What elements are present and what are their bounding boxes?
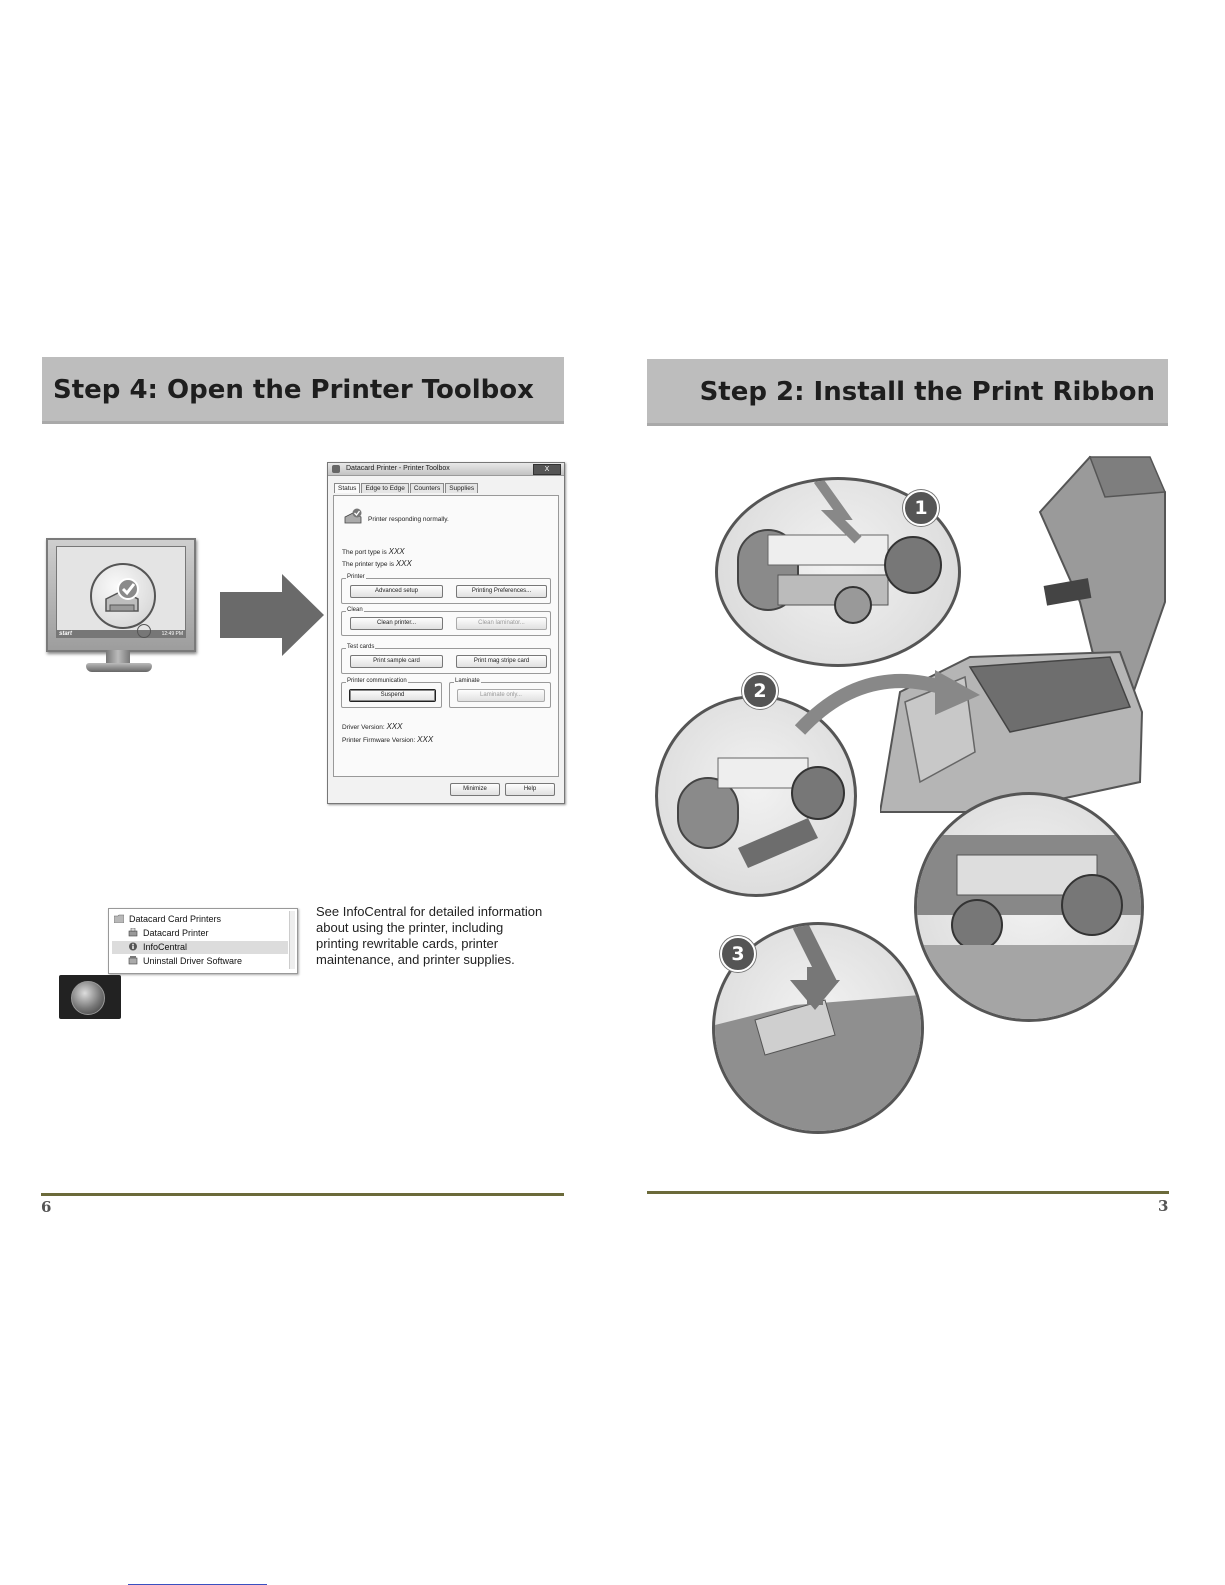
monitor-base	[86, 663, 152, 672]
print-sample-card-button[interactable]: Print sample card	[350, 655, 443, 668]
right-footer-rule	[647, 1191, 1169, 1194]
windows-start-orb[interactable]	[59, 975, 121, 1019]
taskbar	[57, 630, 185, 637]
clean-printer-button[interactable]: Clean printer...	[350, 617, 443, 630]
print-mag-stripe-card-button[interactable]: Print mag stripe card	[456, 655, 547, 668]
step-1-badge: 1	[903, 490, 939, 526]
firmware-version-value: XXX	[417, 735, 434, 744]
printer-icon	[128, 928, 138, 937]
start-menu-item-datacard-printer[interactable]: Datacard Printer	[143, 928, 209, 938]
printer-type-line	[342, 559, 412, 568]
start-menu-item-uninstall[interactable]: Uninstall Driver Software	[143, 956, 243, 966]
left-page-number: 6	[41, 1198, 52, 1216]
start-label: start	[59, 631, 73, 637]
monitor-neck	[106, 650, 130, 664]
driver-version-label: Driver Version:	[342, 724, 385, 731]
status-message: Printer responding normally.	[368, 516, 449, 523]
advanced-setup-button[interactable]: Advanced setup	[350, 585, 443, 598]
suspend-button[interactable]: Suspend	[349, 689, 436, 702]
status-panel	[333, 495, 559, 777]
left-heading-banner	[42, 357, 564, 424]
uninstall-icon	[128, 956, 138, 965]
taskbar-clock: 12:49 PM	[161, 631, 183, 637]
start-menu-panel	[108, 908, 298, 974]
port-type-label: The port type is	[342, 549, 387, 556]
clean-group	[341, 607, 551, 636]
tray-callout-circle	[137, 624, 151, 638]
printer-communication-legend: Printer communication	[347, 678, 407, 684]
left-page-heading: Step 4: Open the Printer Toolbox	[53, 375, 534, 405]
printer-group-legend: Printer	[347, 574, 365, 580]
port-type-line	[342, 547, 405, 556]
minimize-button[interactable]: Minimize	[450, 783, 500, 796]
tab-status[interactable]: Status	[334, 483, 360, 493]
left-footer-rule	[41, 1193, 564, 1196]
infocentral-description: See InfoCentral for detailed information about using the printer, including printing rewritable cards, printer maintenance, and printer supplies.	[316, 904, 543, 967]
printer-toolbox-window	[327, 462, 565, 804]
driver-version-value: XXX	[386, 722, 403, 731]
firmware-version-label: Printer Firmware Version:	[342, 737, 416, 744]
close-button[interactable]: X	[533, 464, 561, 475]
window-title: Datacard Printer - Printer Toolbox	[346, 465, 450, 472]
folder-icon	[114, 914, 124, 923]
printer-type-value: XXX	[395, 559, 412, 568]
menu-scrollbar[interactable]	[289, 911, 295, 969]
laminate-group	[449, 678, 551, 708]
laminate-legend: Laminate	[455, 678, 480, 684]
tab-edge-to-edge[interactable]: Edge to Edge	[361, 483, 408, 493]
printing-preferences-button[interactable]: Printing Preferences...	[456, 585, 547, 598]
tab-bar	[334, 483, 479, 493]
laminate-only-button[interactable]: Laminate only...	[457, 689, 545, 702]
tab-counters[interactable]: Counters	[410, 483, 444, 493]
firmware-version-line	[342, 735, 433, 744]
curved-arrow-icon	[795, 655, 980, 735]
step-3-badge: 3	[720, 936, 756, 972]
port-type-value: XXX	[388, 547, 405, 556]
clean-laminator-button[interactable]: Clean laminator...	[456, 617, 547, 630]
printer-ok-icon	[344, 508, 364, 524]
highlight-bar	[112, 941, 288, 954]
printer-type-label: The printer type is	[342, 561, 395, 568]
right-page-number: 3	[1158, 1197, 1169, 1215]
tab-supplies[interactable]: Supplies	[445, 483, 478, 493]
printer-icon	[332, 465, 340, 473]
driver-version-line	[342, 722, 402, 731]
start-menu-item-datacard-card-printers[interactable]: Datacard Card Printers	[129, 914, 222, 924]
test-cards-group	[341, 644, 551, 674]
clean-group-legend: Clean	[347, 607, 363, 613]
magnifier-printer-icon	[90, 563, 156, 629]
start-menu-item-infocentral[interactable]: InfoCentral	[143, 942, 188, 952]
right-heading-banner	[647, 359, 1168, 426]
arrow-right-icon	[220, 574, 324, 656]
info-icon	[128, 942, 138, 951]
help-button[interactable]: Help	[505, 783, 555, 796]
printer-group	[341, 574, 551, 604]
windows-logo-icon	[71, 981, 105, 1015]
step-2-badge: 2	[742, 673, 778, 709]
test-cards-group-legend: Test cards	[347, 644, 375, 650]
window-titlebar	[328, 463, 564, 476]
ribbon-installed-detail	[914, 792, 1144, 1022]
printer-communication-group	[341, 678, 442, 708]
right-page-heading: Step 2: Install the Print Ribbon	[699, 377, 1155, 407]
